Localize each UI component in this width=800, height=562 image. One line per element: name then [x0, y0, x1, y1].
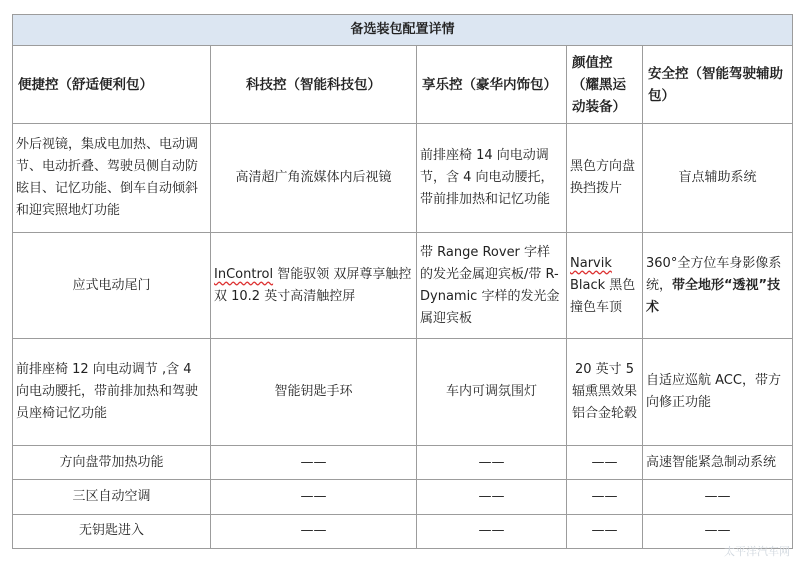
cell: 无钥匙进入 [13, 514, 211, 548]
table-row [13, 446, 793, 480]
cell-text: 智能驭领 双屏尊享触控 双 10.2 英寸高清触控屏 [214, 266, 412, 304]
table-row [13, 480, 793, 514]
cell: 黑色方向盘换挡拨片 [567, 123, 643, 232]
cell: 车内可调氛围灯 [417, 339, 567, 446]
narvik-text: Narvik [570, 255, 612, 271]
cell: —— [643, 514, 793, 548]
table-row [13, 514, 793, 548]
cell: —— [211, 514, 417, 548]
cell: 自适应巡航 ACC，带方向修正功能 [643, 339, 793, 446]
cell-text: 360°全方位车身影像系统， [646, 255, 782, 293]
cell: —— [417, 480, 567, 514]
table-title: 备选装包配置详情 [13, 15, 793, 46]
cell: 方向盘带加热功能 [13, 446, 211, 480]
cell: —— [211, 446, 417, 480]
cell: 外后视镜，集成电加热、电动调节、电动折叠、驾驶员侧自动防眩目、记忆功能、倒车自动倾斜和迎宾照地灯功能 [13, 123, 211, 232]
table-row [13, 232, 793, 339]
col-header-style: 颜值控（耀黑运动装备） [567, 46, 643, 124]
table-row [13, 339, 793, 446]
cell [567, 232, 643, 339]
cell-text-bold: 带全地形“透视”技术 [646, 277, 781, 315]
cell: 高清超广角流媒体内后视镜 [211, 123, 417, 232]
incontrol-text: InControl [214, 266, 274, 282]
cell: 20 英寸 5 辐熏黑效果铝合金轮毂 [567, 339, 643, 446]
cell: —— [417, 514, 567, 548]
cell: —— [567, 480, 643, 514]
header-row [13, 46, 793, 124]
cell [211, 232, 417, 339]
cell: —— [567, 446, 643, 480]
cell: 智能钥匙手环 [211, 339, 417, 446]
cell [643, 232, 793, 339]
cell: 盲点辅助系统 [643, 123, 793, 232]
cell-text: Black 黑色撞色车顶 [570, 277, 636, 315]
col-header-safety: 安全控（智能驾驶辅助包） [643, 46, 793, 124]
package-options-table [12, 14, 793, 549]
cell: 应式电动尾门 [13, 232, 211, 339]
cell: 三区自动空调 [13, 480, 211, 514]
cell: —— [643, 480, 793, 514]
cell: 高速智能紧急制动系统 [643, 446, 793, 480]
cell: —— [567, 514, 643, 548]
table-row [13, 123, 793, 232]
cell: 带 Range Rover 字样的发光金属迎宾板/带 R-Dynamic 字样的发光金属迎宾板 [417, 232, 567, 339]
col-header-luxury: 享乐控（豪华内饰包） [417, 46, 567, 124]
cell: 前排座椅 14 向电动调节，含 4 向电动腰托，带前排加热和记忆功能 [417, 123, 567, 232]
watermark: 太平洋汽车网 [724, 545, 790, 558]
col-header-convenience: 便捷控（舒适便利包） [13, 46, 211, 124]
cell: —— [417, 446, 567, 480]
cell: —— [211, 480, 417, 514]
col-header-tech: 科技控（智能科技包） [211, 46, 417, 124]
cell: 前排座椅 12 向电动调节 ,含 4 向电动腰托，带前排加热和驾驶员座椅记忆功能 [13, 339, 211, 446]
